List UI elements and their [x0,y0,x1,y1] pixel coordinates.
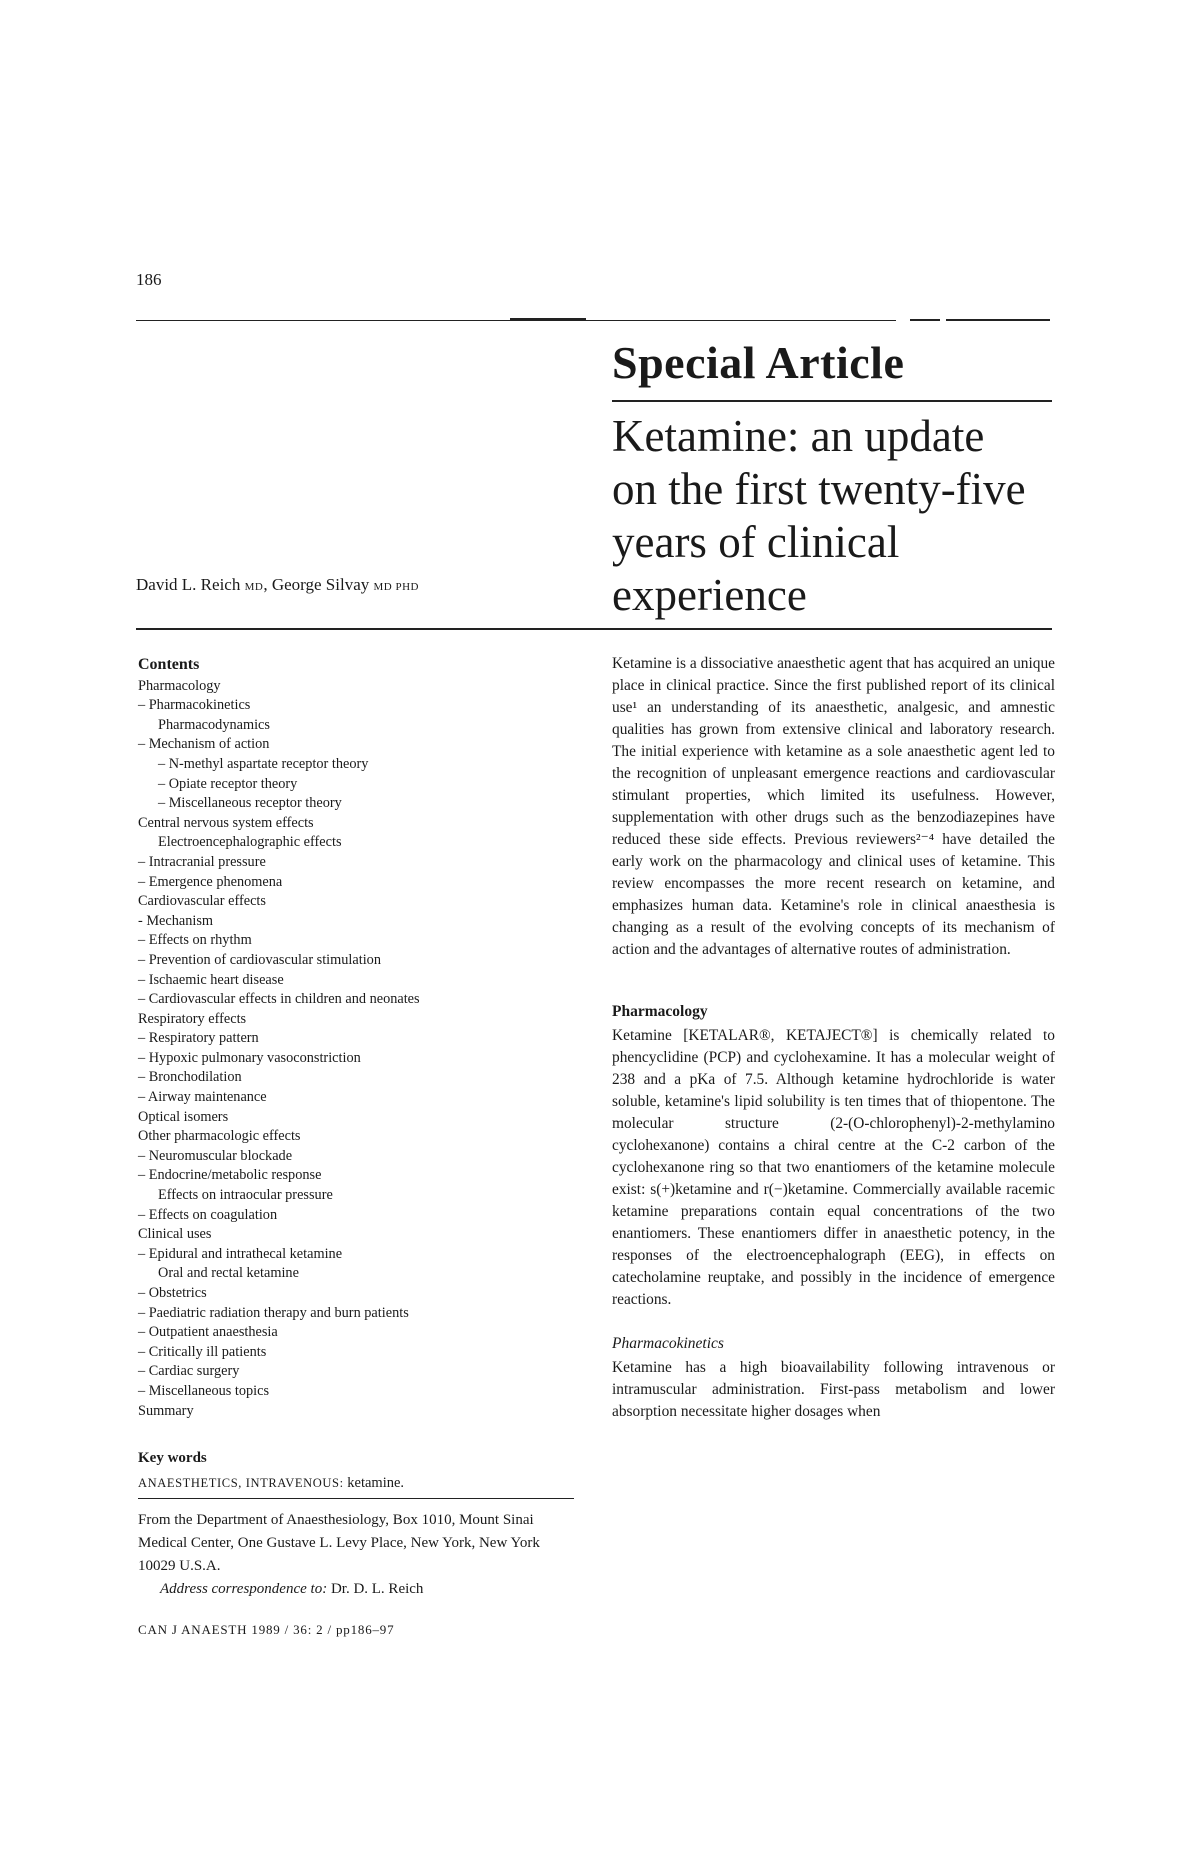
top-rule-right-a [910,319,940,321]
contents-item: – Emergence phenomena [138,873,283,890]
top-rule-right-b [946,319,1050,321]
contents-item: Electroencephalographic effects [158,834,342,851]
author-name: George Silvay [271,575,370,594]
contents-item: – Opiate receptor theory [158,775,298,792]
contents-item: – Epidural and intrathecal ketamine [138,1245,343,1262]
author-name: David L. Reich [136,575,241,594]
keyword-term: ketamine. [347,1475,405,1491]
contents-item: – Prevention of cardiovascular stimulation [138,951,381,968]
contents-items [138,677,588,1422]
contents-item: Clinical uses [138,1226,212,1243]
paragraph: Ketamine has a high bioavailability following intravenous or intramuscular administration. First-pass metabolism and lower absorption necessitate higher dosages when [612,1359,1055,1420]
intro-paragraph: Ketamine is a dissociative anaesthetic agent that has acquired an unique place in clinical practice. Since the first published report of its clinical use¹ an understanding of its anaesthetic, analgesic, and amnestic qualities has grown from extensive clinical and laboratory research. The initial experience with ketamine as a sole anaesthetic agent led to the recognition of unpleasant emergence reactions and cardiovascular stimulant properties, which limited its usefulness. However, supplementation with other drugs such as the benzodiazepines have reduced these side effects. Previous reviewers²⁻⁴ have detailed the early work on the pharmacology and clinical uses of ketamine. This review encompasses the more recent research on ketamine, and emphasizes human data. Ketamine's role in clinical anaesthesia is changing as a result of the evolving concepts of its mechanism of action and the advantages of alternative routes of administration. [612,655,1055,958]
keywords-body [138,1475,578,1492]
contents-item: Effects on intraocular pressure [158,1187,333,1204]
contents-item: Pharmacodynamics [158,716,270,733]
paragraph: Ketamine [KETALAR®, KETAJECT®] is chemically related to phencyclidine (PCP) and cyclohexamine. It has a molecular weight of 238 and a pKa of 7.5. Although ketamine hydrochloride is water soluble, ketamine's lipid solubility is ten times that of thiopentone. The molecular structure (2-(O-chlorophenyl)-2-methylamino cyclohexanone) contains a chiral centre at the C-2 carbon of the cyclohexanone ring so that two enantiomers of the ketamine molecule exist: s(+)ketamine and r(−)ketamine. Commercially available racemic ketamine preparations contain equal concentrations of the two enantiomers. These enantiomers differ in anaesthetic potency, in the responses of the electroencephalograph (EEG), in effects on catecholamine reuptake, and possibly in the incidence of emergence reactions. [612,1027,1055,1308]
journal-reference: CAN J ANAESTH 1989 / 36: 2 / pp186–97 [138,1622,395,1637]
contents-item: – Effects on rhythm [138,932,252,949]
contents-heading: Contents [138,656,200,673]
section-heading: Pharmacology [612,1003,708,1020]
contents-item: Other pharmacologic effects [138,1128,301,1145]
contents-item: – Obstetrics [138,1285,207,1301]
contents-item: - Mechanism [138,912,214,929]
contents-item: Optical isomers [138,1108,229,1125]
contents-item: – Bronchodilation [138,1069,242,1086]
body-text [612,653,1055,1423]
title-line: on the first twenty-five [612,464,1026,514]
keywords-heading: Key words [138,1450,207,1466]
contents-item: – Critically ill patients [138,1343,267,1360]
header-bottom-rule [136,628,1052,630]
contents-item: – Hypoxic pulmonary vasoconstriction [138,1049,361,1066]
contents-item: – Respiratory pattern [138,1030,259,1047]
keywords [138,1450,578,1492]
contents-item: – Intracranial pressure [138,853,266,870]
contents-item: Pharmacology [138,677,221,694]
title-line: experience [612,570,807,620]
affiliation [138,1509,578,1601]
contents-item: – Cardiac surgery [138,1363,240,1380]
authors: David L. Reich MD, George Silvay MD PHD [136,575,419,594]
contents-item: – Effects on coagulation [138,1206,278,1223]
pharmacokinetics-section [612,1333,1055,1423]
contents-item: – Neuromuscular blockade [138,1147,293,1164]
contents-item: – Cardiovascular effects in children and neonates [138,991,420,1008]
section-label: Special Article [612,337,905,388]
correspondence [138,1578,578,1601]
affiliation-rule [138,1498,574,1499]
contents-item: Central nervous system effects [138,814,314,831]
title-line: years of clinical [612,517,900,567]
title-line: Ketamine: an update [612,411,985,461]
contents-item: – Ischaemic heart disease [138,971,284,988]
title-rule [612,400,1052,402]
contents-item: Respiratory effects [138,1010,247,1027]
contents-item: – Airway maintenance [138,1089,267,1106]
contents-item: – Endocrine/metabolic response [138,1167,322,1184]
contents-item: – Pharmacokinetics [138,697,251,714]
contents-item: Oral and rectal ketamine [158,1265,299,1282]
contents-item: – Mechanism of action [138,736,270,753]
page-number: 186 [136,270,162,289]
contents-item: Summary [138,1402,194,1419]
pharmacology-section [612,1001,1055,1311]
correspondence-label: Address correspondence to: [160,1581,328,1597]
affiliation-text: From the Department of Anaesthesiology, Box 1010, Mount Sinai Medical Center, One Gustave L. Levy Place, New York, New York 10029 U.S.A. [138,1512,540,1574]
author-degree: MD PHD [373,581,419,593]
contents-item: – Miscellaneous topics [138,1382,270,1399]
top-rule-thick [510,318,586,321]
contents-item: – Paediatric radiation therapy and burn patients [138,1304,409,1321]
contents-item: – Miscellaneous receptor theory [158,795,342,812]
contents-item: – Outpatient anaesthesia [138,1324,278,1341]
subsection-heading: Pharmacokinetics [612,1335,724,1352]
author-degree: MD [244,581,264,593]
keyword-category: ANAESTHETICS, INTRAVENOUS: [138,1476,344,1490]
contents-item: Cardiovascular effects [138,893,266,910]
article-title [612,410,1082,622]
correspondence-name: Dr. D. L. Reich [330,1581,424,1597]
contents-item: – N-methyl aspartate receptor theory [158,755,369,772]
contents-list [138,655,588,1421]
